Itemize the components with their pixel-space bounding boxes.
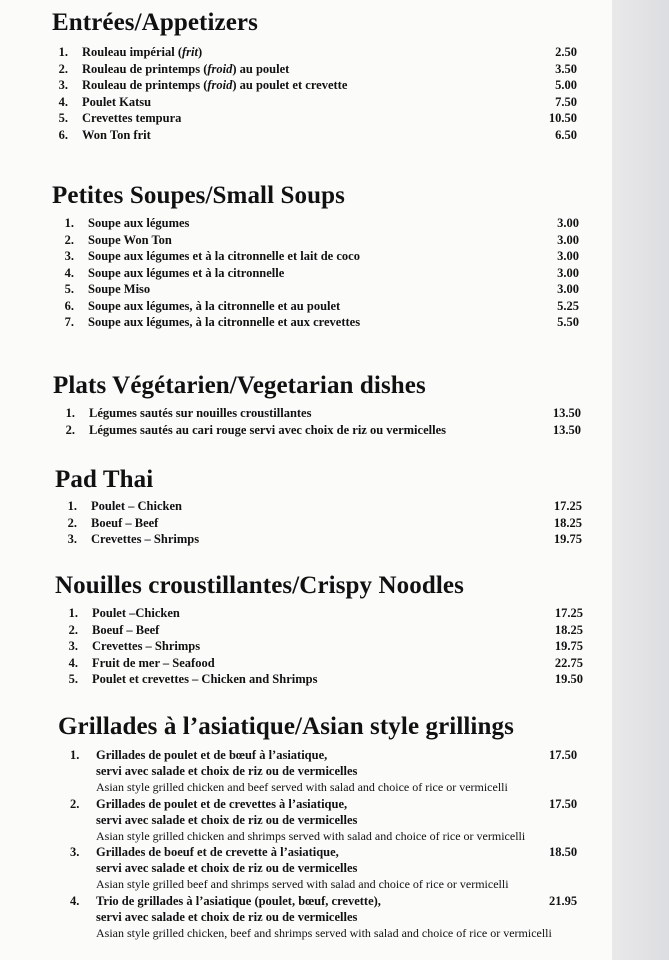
item-price: 5.50	[557, 315, 579, 329]
item-number: 1.	[65, 406, 75, 420]
item-price: 3.50	[555, 61, 577, 76]
item-name: Soupe Miso	[88, 282, 151, 296]
item-name: Grillades de boeuf et de crevette à l’asiatique,	[96, 845, 339, 860]
item-number: 3.	[68, 639, 78, 653]
item-number: 3.	[58, 78, 68, 92]
item-price: 18.50	[549, 845, 578, 860]
page-edge	[612, 0, 669, 960]
item-price: 17.25	[553, 499, 582, 513]
item-english: Asian style grilled beef and shrimps served with salad and choice of rice or vermicelli	[96, 877, 509, 892]
item-price: 17.25	[554, 606, 583, 620]
item-english: Asian style grilled chicken, beef and shrimps served with salad and choice of rice or vermicelli	[96, 925, 552, 940]
list-item	[0, 94, 612, 111]
item-number: 7.	[64, 315, 74, 329]
item-price: 7.50	[555, 94, 577, 109]
item-number: 2.	[65, 422, 75, 437]
item-number: 1.	[68, 606, 78, 620]
item-price: 3.00	[557, 282, 579, 296]
item-name: Soupe aux légumes, à la citronnelle et aux crevettes	[88, 315, 361, 329]
section-vegetarian	[0, 371, 612, 438]
item-number: 1.	[67, 499, 77, 513]
item-number: 2.	[67, 515, 77, 530]
item-number: 4.	[68, 655, 78, 670]
item-number: 4.	[70, 893, 80, 908]
item-subtitle: servi avec salade et choix de riz ou de vermicelles	[96, 861, 358, 876]
item-price: 10.50	[548, 111, 577, 125]
section-appetizers	[0, 8, 612, 143]
list-item	[0, 422, 612, 439]
list-item	[0, 531, 612, 548]
item-name: Soupe aux légumes	[88, 216, 190, 230]
item-name: Won Ton frit	[82, 127, 151, 142]
item-name: Fruit de mer – Seafood	[92, 655, 215, 670]
list-item	[0, 127, 612, 144]
item-name: Crevettes – Shrimps	[92, 639, 201, 653]
item-number: 3.	[64, 249, 74, 263]
item-name: Grillades de poulet et de crevettes à l’asiatique,	[96, 796, 348, 811]
list-item	[0, 298, 612, 315]
pad-thai-list	[0, 498, 612, 548]
item-number: 2.	[58, 61, 68, 76]
item-subtitle: servi avec salade et choix de riz ou de vermicelles	[96, 812, 358, 827]
item-price: 2.50	[555, 45, 577, 59]
item-name: Rouleau impérial (frit)	[82, 45, 203, 59]
item-name: Poulet –Chicken	[92, 606, 180, 620]
item-price: 18.25	[554, 622, 583, 637]
item-price: 6.50	[555, 127, 577, 142]
item-name: Rouleau de printemps (froid) au poulet et crevette	[82, 78, 348, 92]
item-number: 3.	[67, 532, 77, 546]
vegetarian-list	[0, 405, 612, 438]
item-name: Soupe aux légumes et à la citronnelle	[88, 265, 285, 280]
list-item	[0, 61, 612, 78]
item-number: 5.	[58, 111, 68, 125]
item-name: Rouleau de printemps (froid) au poulet	[82, 61, 290, 76]
item-price: 19.75	[553, 532, 582, 546]
item-name: Boeuf – Beef	[92, 622, 160, 637]
section-title: Pad Thai	[55, 466, 154, 493]
section-title: Grillades à l’asiatique/Asian style grillings	[58, 713, 514, 740]
item-number: 4.	[64, 265, 74, 280]
list-item	[0, 622, 612, 639]
list-item	[0, 638, 612, 655]
item-name: Légumes sautés au cari rouge servi avec choix de riz ou vermicelles	[89, 422, 446, 437]
item-name: Crevettes – Shrimps	[91, 532, 200, 546]
item-price: 13.50	[552, 406, 581, 420]
list-item	[0, 747, 612, 796]
list-item	[0, 671, 612, 688]
list-item	[0, 248, 612, 265]
item-price: 5.25	[557, 298, 579, 313]
item-number: 2.	[64, 232, 74, 247]
item-name: Soupe aux légumes et à la citronnelle et lait de coco	[88, 249, 360, 263]
item-name: Trio de grillades à l’asiatique (poulet, bœuf, crevette),	[96, 893, 381, 908]
item-number: 1.	[58, 45, 68, 59]
item-name: Poulet – Chicken	[91, 499, 182, 513]
list-item	[0, 314, 612, 331]
item-price: 22.75	[554, 655, 583, 670]
list-item	[0, 215, 612, 232]
item-price: 18.25	[553, 515, 582, 530]
list-item	[0, 77, 612, 94]
item-name: Grillades de poulet et de bœuf à l’asiatique,	[96, 748, 328, 762]
item-price: 3.00	[557, 249, 579, 263]
item-english: Asian style grilled chicken and beef served with salad and choice of rice or vermicelli	[96, 780, 508, 794]
item-name: Boeuf – Beef	[91, 515, 159, 530]
list-item	[0, 265, 612, 282]
appetizer-list	[0, 44, 612, 143]
list-item	[0, 655, 612, 672]
item-number: 6.	[64, 298, 74, 313]
noodles-list	[0, 605, 612, 688]
list-item	[0, 232, 612, 249]
list-item	[0, 893, 612, 942]
item-price: 17.50	[549, 796, 578, 811]
item-name: Soupe aux légumes, à la citronnelle et au poulet	[88, 298, 341, 313]
item-number: 2.	[68, 622, 78, 637]
section-asian-grillings	[0, 712, 612, 941]
list-item	[0, 405, 612, 422]
item-price: 21.95	[549, 893, 578, 908]
item-subtitle: servi avec salade et choix de riz ou de vermicelles	[96, 909, 358, 924]
section-title: Plats Végétarien/Vegetarian dishes	[53, 372, 426, 399]
list-item	[0, 796, 612, 845]
item-number: 5.	[64, 282, 74, 296]
list-item	[0, 44, 612, 61]
list-item	[0, 605, 612, 622]
item-name: Poulet et crevettes – Chicken and Shrimps	[92, 672, 318, 686]
item-price: 5.00	[555, 78, 577, 92]
item-english: Asian style grilled chicken and shrimps served with salad and choice of rice or vermicelli	[96, 828, 526, 843]
item-name: Légumes sautés sur nouilles croustillantes	[89, 406, 312, 420]
item-price: 3.00	[557, 232, 579, 247]
item-price: 19.75	[554, 639, 583, 653]
section-title: Petites Soupes/Small Soups	[52, 182, 345, 209]
section-small-soups	[0, 181, 612, 331]
item-number: 4.	[58, 94, 68, 109]
item-subtitle: servi avec salade et choix de riz ou de vermicelles	[96, 764, 358, 778]
item-name: Soupe Won Ton	[88, 232, 172, 247]
section-pad-thai	[0, 465, 612, 548]
item-price: 13.50	[552, 422, 581, 437]
section-title: Entrées/Appetizers	[52, 9, 258, 36]
item-number: 2.	[70, 796, 80, 811]
list-item	[0, 498, 612, 515]
section-title: Nouilles croustillantes/Crispy Noodles	[55, 572, 464, 599]
section-crispy-noodles	[0, 571, 612, 688]
list-item	[0, 110, 612, 127]
grillings-list	[0, 747, 612, 941]
item-price: 3.00	[557, 216, 579, 230]
item-number: 1.	[70, 748, 80, 762]
item-price: 3.00	[557, 265, 579, 280]
item-number: 3.	[70, 845, 80, 860]
item-number: 5.	[68, 672, 78, 686]
item-price: 19.50	[554, 672, 583, 686]
item-number: 6.	[58, 127, 68, 142]
list-item	[0, 515, 612, 532]
soup-list	[0, 215, 612, 331]
item-price: 17.50	[549, 748, 578, 762]
item-number: 1.	[64, 216, 74, 230]
item-name: Crevettes tempura	[82, 111, 182, 125]
list-item	[0, 844, 612, 893]
list-item	[0, 281, 612, 298]
item-name: Poulet Katsu	[82, 94, 152, 109]
